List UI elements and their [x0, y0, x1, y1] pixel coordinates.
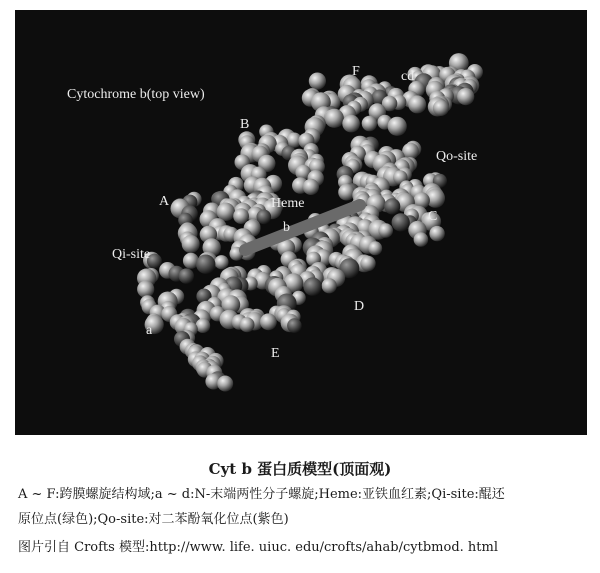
atom-sphere: [408, 95, 426, 113]
atom-sphere: [322, 278, 337, 293]
atom-sphere: [217, 376, 233, 392]
atom-sphere: [384, 198, 400, 214]
atom-sphere: [457, 88, 474, 105]
caption-legend-line-1: A ~ F:跨膜螺旋结构域;a ~ d:N-末端两性分子螺旋;Heme:亚铁血红素;Qi-site:醌还: [18, 487, 505, 502]
atom-sphere: [182, 235, 200, 253]
atom-sphere: [260, 313, 277, 330]
helix-a-amphipathic-label: a: [146, 323, 153, 338]
helix-b-label: B: [240, 117, 250, 132]
atom-sphere: [360, 256, 375, 271]
atom-sphere: [342, 115, 360, 133]
atom-sphere: [137, 281, 154, 298]
qi-site-label: Qi-site: [112, 247, 151, 262]
atom-sphere: [362, 116, 377, 131]
atom-sphere: [303, 277, 321, 295]
atom-sphere: [217, 203, 235, 221]
atom-sphere: [429, 226, 444, 241]
atom-sphere: [196, 255, 215, 274]
helix-cd-label: cd: [401, 69, 415, 84]
protein-model-figure: [15, 10, 587, 435]
atom-sphere: [414, 232, 429, 247]
cytb-molecule-render: [15, 10, 587, 435]
atom-sphere: [309, 73, 326, 90]
figure-title-label: Cytochrome b(top view): [67, 87, 205, 102]
caption-source-line: 图片引自 Crofts 模型:http://www. life. uiuc. edu/crofts/ahab/cytbmod. html: [18, 540, 499, 555]
atom-sphere: [325, 109, 344, 128]
heme-label: Heme: [271, 196, 305, 211]
atom-sphere: [179, 268, 194, 283]
heme-b-label: b: [283, 220, 290, 235]
helix-d-label: D: [354, 299, 365, 314]
helix-f-label: F: [352, 64, 360, 79]
figure-caption-title: Cyt b 蛋白质模型(顶面观): [208, 460, 392, 478]
atom-sphere: [378, 223, 393, 238]
atom-sphere: [196, 318, 211, 333]
qo-site-label: Qo-site: [436, 149, 478, 164]
caption-legend-line-2: 原位点(绿色);Qo-site:对二苯酚氧化位点(紫色): [18, 512, 289, 527]
atom-sphere: [287, 318, 302, 333]
atom-sphere: [214, 255, 228, 269]
atom-sphere: [433, 100, 449, 116]
helix-c-label: C: [428, 209, 438, 224]
atom-sphere: [233, 208, 249, 224]
atom-sphere: [388, 117, 407, 136]
helix-e-label: E: [271, 346, 280, 361]
atom-sphere: [368, 241, 382, 255]
atom-sphere: [303, 179, 319, 195]
atom-sphere: [338, 184, 355, 201]
atom-sphere: [240, 317, 255, 332]
atom-sphere: [392, 213, 410, 231]
atom-sphere: [257, 210, 272, 225]
helix-a-label: A: [159, 194, 170, 209]
